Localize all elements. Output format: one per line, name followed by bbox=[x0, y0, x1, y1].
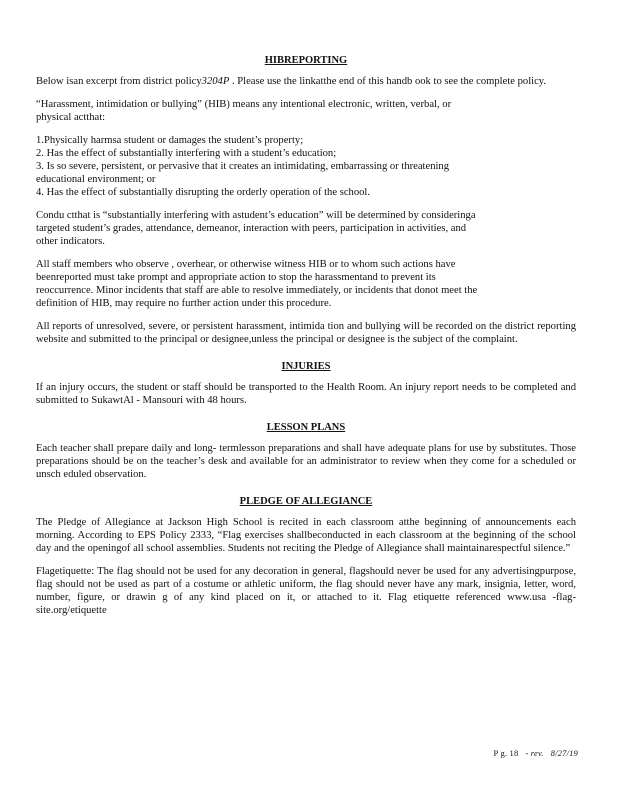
hib-intro bbox=[36, 75, 576, 88]
hib-criterion: 3. Is so severe, persistent, or pervasive that it creates an intimidating, embarrassing or threatening educational environment; or bbox=[36, 161, 450, 185]
pledge-heading: PLEDGE OF ALLEGIANCE bbox=[239, 496, 373, 507]
hib-conduct-paragraph: Condu ctthat is “substantially interfering with astudent’s education” will be determined by consideringa targeted student’s grades, attendance, demeanor, interaction with peers, participation in activities, and other indicators. bbox=[36, 210, 476, 247]
hib-intro-tail: . Please use the linkatthe end of this handb ook to see the complete policy. bbox=[229, 76, 547, 87]
hib-definition: “Harassment, intimidation or bullying” (HIB) means any intentional electronic, written, verbal, or physical actthat: bbox=[36, 99, 452, 123]
hib-criterion: 4. Has the effect of substantially disrupting the orderly operation of the school. bbox=[36, 187, 371, 198]
pledge-paragraph: The Pledge of Allegiance at Jackson High School is recited in each classroom atthe beginning of announcements each morning. According to EPS Policy 2333, “Flag exercises shallbeconducted in each classroom at the beginning of the school day and the openingof all school assemblies. Students not reciting the Pledge of Allegiance shall maintainarespectful silence.” bbox=[36, 517, 576, 554]
hib-staff-paragraph: All staff members who observe , overhear, or otherwise witness HIB or to whom such actions have beenreported must take prompt and appropriate action to stop the harassmentand to prevent its reoccurrence. Minor incidents that staff are able to resolve immediately, or incidents that donot meet the definition of HIB, may require no further action under this procedure. bbox=[36, 259, 478, 309]
flag-etiquette-paragraph: Flagetiquette: The flag should not be used for any decoration in general, flagshould never be used for any advertisingpurpose, flag should not be used as part of a costume or athletic uniform, the flag should never have any mark, insignia, letter, word, number, figure, or drawin g of any kind placed on it, or attached to it. Flag etiquette referenced www.usa -flag-site.org/etiquette bbox=[36, 566, 576, 616]
policy-number: 3204P bbox=[201, 76, 230, 87]
hib-reports-paragraph: All reports of unresolved, severe, or persistent harassment, intimida tion and bullying will be recorded on the district reporting website and submitted to the principal or designee,unless the principal or designee is the subject of the complaint. bbox=[36, 321, 576, 345]
injuries-paragraph: If an injury occurs, the student or staff should be transported to the Health Room. An injury report needs to be completed and submitted to SukawtAl - Mansouri with 48 hours. bbox=[36, 382, 576, 406]
hib-reporting-heading: HIBREPORTING bbox=[264, 55, 348, 66]
revision-label: - rev. bbox=[525, 748, 544, 758]
page-footer bbox=[494, 748, 578, 758]
revision-date: 8/27/19 bbox=[550, 748, 578, 758]
injuries-heading: INJURIES bbox=[281, 361, 331, 372]
document-page bbox=[36, 54, 576, 627]
hib-criterion: 1.Physically harmsa student or damages the student’s property; bbox=[36, 135, 304, 146]
hib-criteria-list bbox=[36, 134, 576, 199]
page-number: P g. 18 bbox=[493, 748, 519, 758]
lesson-plans-heading: LESSON PLANS bbox=[266, 422, 346, 433]
hib-criterion: 2. Has the effect of substantially interfering with a student’s education; bbox=[36, 148, 337, 159]
hib-intro-lead: Below isan excerpt from district policy bbox=[36, 76, 202, 87]
lesson-plans-paragraph: Each teacher shall prepare daily and long- termlesson preparations and shall have adequate plans for use by substitutes. Those preparations should be on the teacher’s desk and available for an administrator to review when they come for a scheduled or unsch eduled observation. bbox=[36, 443, 576, 480]
